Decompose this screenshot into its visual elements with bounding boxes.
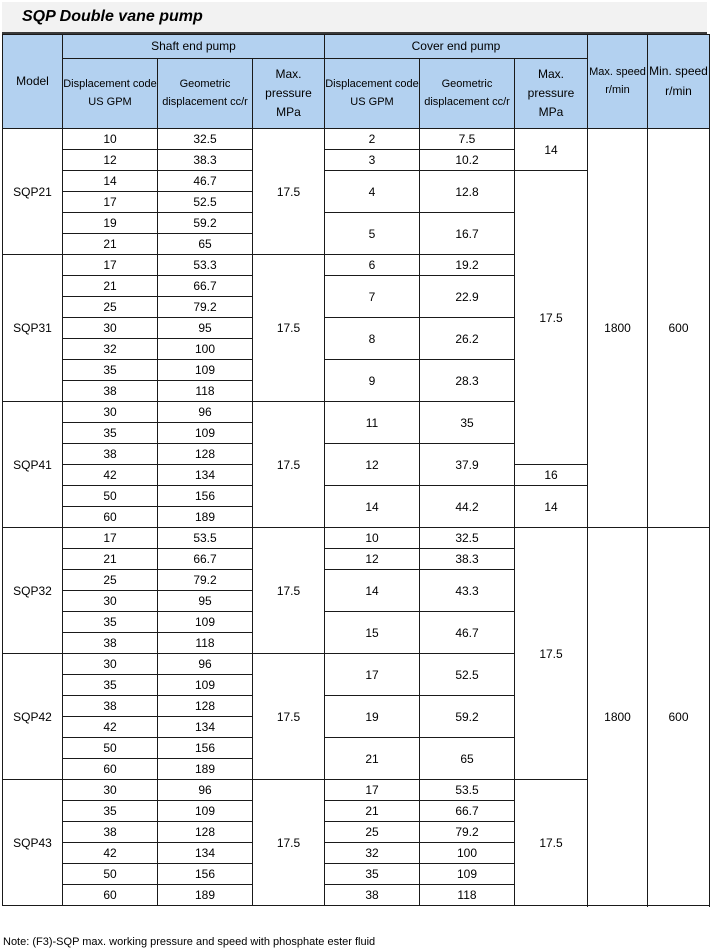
cover-pressure: 16 xyxy=(515,465,588,486)
shaft-disp: 96 xyxy=(158,780,253,801)
shaft-code: 25 xyxy=(63,297,158,318)
table-row xyxy=(3,528,710,549)
cover-disp: 59.2 xyxy=(420,696,515,738)
table-row xyxy=(3,129,710,150)
shaft-disp: 53.3 xyxy=(158,255,253,276)
shaft-code: 38 xyxy=(63,381,158,402)
header-max-speed: Max. speed r/min xyxy=(588,35,648,129)
shaft-code: 25 xyxy=(63,570,158,591)
model-sqp42: SQP42 xyxy=(3,654,63,780)
header-cover-group: Cover end pump xyxy=(325,35,588,59)
shaft-disp: 134 xyxy=(158,843,253,864)
header-cover-pressure: Max. pressure MPa xyxy=(515,59,588,129)
min-speed: 600 xyxy=(648,129,710,528)
cover-code: 4 xyxy=(325,171,420,213)
cover-code: 7 xyxy=(325,276,420,318)
shaft-code: 14 xyxy=(63,171,158,192)
cover-code: 17 xyxy=(325,780,420,801)
shaft-disp: 134 xyxy=(158,465,253,486)
cover-disp: 46.7 xyxy=(420,612,515,654)
shaft-disp: 156 xyxy=(158,864,253,885)
shaft-disp: 109 xyxy=(158,423,253,444)
shaft-code: 17 xyxy=(63,528,158,549)
shaft-pressure: 17.5 xyxy=(253,129,325,255)
shaft-disp: 189 xyxy=(158,885,253,906)
shaft-disp: 128 xyxy=(158,696,253,717)
cover-code: 21 xyxy=(325,738,420,780)
header-model: Model xyxy=(3,35,63,129)
shaft-disp: 79.2 xyxy=(158,297,253,318)
shaft-code: 50 xyxy=(63,486,158,507)
cover-disp: 66.7 xyxy=(420,801,515,822)
cover-code: 11 xyxy=(325,402,420,444)
cover-code: 6 xyxy=(325,255,420,276)
cover-pressure: 17.5 xyxy=(515,780,588,906)
shaft-disp: 53.5 xyxy=(158,528,253,549)
cover-disp: 16.7 xyxy=(420,213,515,255)
cover-code: 5 xyxy=(325,213,420,255)
cover-code: 2 xyxy=(325,129,420,150)
shaft-disp: 95 xyxy=(158,591,253,612)
model-sqp43: SQP43 xyxy=(3,780,63,906)
shaft-code: 42 xyxy=(63,465,158,486)
shaft-disp: 38.3 xyxy=(158,150,253,171)
model-sqp41: SQP41 xyxy=(3,402,63,528)
shaft-code: 21 xyxy=(63,549,158,570)
shaft-pressure: 17.5 xyxy=(253,780,325,906)
shaft-disp: 189 xyxy=(158,507,253,528)
cover-disp: 44.2 xyxy=(420,486,515,528)
shaft-code: 42 xyxy=(63,717,158,738)
shaft-code: 42 xyxy=(63,843,158,864)
shaft-code: 21 xyxy=(63,276,158,297)
cover-disp: 37.9 xyxy=(420,444,515,486)
shaft-code: 60 xyxy=(63,885,158,906)
title-bar xyxy=(2,2,707,34)
cover-code: 14 xyxy=(325,486,420,528)
shaft-disp: 79.2 xyxy=(158,570,253,591)
shaft-code: 35 xyxy=(63,675,158,696)
cover-code: 17 xyxy=(325,654,420,696)
shaft-disp: 100 xyxy=(158,339,253,360)
shaft-pressure: 17.5 xyxy=(253,528,325,654)
page-title: SQP Double vane pump xyxy=(22,8,203,25)
shaft-disp: 118 xyxy=(158,633,253,654)
shaft-disp: 32.5 xyxy=(158,129,253,150)
shaft-pressure: 17.5 xyxy=(253,402,325,528)
shaft-code: 38 xyxy=(63,822,158,843)
shaft-disp: 46.7 xyxy=(158,171,253,192)
header-shaft-disp: Geometric displacement cc/r xyxy=(158,59,253,129)
header-cover-code: Displacement code US GPM xyxy=(325,59,420,129)
max-speed: 1800 xyxy=(588,528,648,906)
model-sqp31: SQP31 xyxy=(3,255,63,402)
cover-code: 8 xyxy=(325,318,420,360)
shaft-disp: 156 xyxy=(158,486,253,507)
cover-code: 14 xyxy=(325,570,420,612)
cover-disp: 118 xyxy=(420,885,515,906)
cover-disp: 12.8 xyxy=(420,171,515,213)
shaft-disp: 95 xyxy=(158,318,253,339)
cover-disp: 52.5 xyxy=(420,654,515,696)
shaft-code: 21 xyxy=(63,234,158,255)
shaft-code: 35 xyxy=(63,423,158,444)
shaft-disp: 128 xyxy=(158,822,253,843)
shaft-disp: 109 xyxy=(158,801,253,822)
cover-disp: 19.2 xyxy=(420,255,515,276)
shaft-disp: 96 xyxy=(158,654,253,675)
min-speed: 600 xyxy=(648,528,710,906)
cover-code: 25 xyxy=(325,822,420,843)
cover-code: 15 xyxy=(325,612,420,654)
shaft-disp: 66.7 xyxy=(158,276,253,297)
cover-disp: 53.5 xyxy=(420,780,515,801)
cover-disp: 32.5 xyxy=(420,528,515,549)
shaft-disp: 118 xyxy=(158,381,253,402)
cover-code: 10 xyxy=(325,528,420,549)
shaft-code: 35 xyxy=(63,612,158,633)
shaft-disp: 156 xyxy=(158,738,253,759)
shaft-disp: 109 xyxy=(158,360,253,381)
cover-pressure: 14 xyxy=(515,486,588,528)
shaft-code: 32 xyxy=(63,339,158,360)
cover-code: 21 xyxy=(325,801,420,822)
cover-code: 9 xyxy=(325,360,420,402)
cover-disp: 100 xyxy=(420,843,515,864)
cover-disp: 35 xyxy=(420,402,515,444)
shaft-code: 19 xyxy=(63,213,158,234)
header-min-speed: Min. speed r/min xyxy=(648,35,710,129)
shaft-code: 38 xyxy=(63,633,158,654)
cover-code: 12 xyxy=(325,444,420,486)
shaft-code: 35 xyxy=(63,360,158,381)
cover-code: 35 xyxy=(325,864,420,885)
cover-disp: 28.3 xyxy=(420,360,515,402)
model-sqp21: SQP21 xyxy=(3,129,63,255)
table-body xyxy=(3,129,710,906)
shaft-code: 50 xyxy=(63,864,158,885)
shaft-disp: 52.5 xyxy=(158,192,253,213)
shaft-code: 30 xyxy=(63,318,158,339)
model-sqp32: SQP32 xyxy=(3,528,63,654)
cover-disp: 38.3 xyxy=(420,549,515,570)
shaft-code: 50 xyxy=(63,738,158,759)
cover-pressure: 14 xyxy=(515,129,588,171)
shaft-disp: 109 xyxy=(158,612,253,633)
cover-code: 32 xyxy=(325,843,420,864)
shaft-disp: 59.2 xyxy=(158,213,253,234)
shaft-code: 30 xyxy=(63,780,158,801)
cover-code: 38 xyxy=(325,885,420,906)
cover-pressure: 17.5 xyxy=(515,171,588,465)
shaft-code: 10 xyxy=(63,129,158,150)
cover-disp: 65 xyxy=(420,738,515,780)
cover-code: 12 xyxy=(325,549,420,570)
header-cover-disp: Geometric displacement cc/r xyxy=(420,59,515,129)
header-shaft-pressure: Max. pressure MPa xyxy=(253,59,325,129)
max-speed: 1800 xyxy=(588,129,648,528)
shaft-disp: 128 xyxy=(158,444,253,465)
cover-code: 3 xyxy=(325,150,420,171)
shaft-code: 12 xyxy=(63,150,158,171)
cover-disp: 7.5 xyxy=(420,129,515,150)
cover-disp: 26.2 xyxy=(420,318,515,360)
shaft-disp: 189 xyxy=(158,759,253,780)
shaft-code: 60 xyxy=(63,507,158,528)
shaft-disp: 134 xyxy=(158,717,253,738)
shaft-disp: 109 xyxy=(158,675,253,696)
cover-code: 19 xyxy=(325,696,420,738)
shaft-code: 35 xyxy=(63,801,158,822)
shaft-code: 17 xyxy=(63,192,158,213)
spec-table xyxy=(2,34,710,906)
shaft-code: 30 xyxy=(63,591,158,612)
shaft-code: 38 xyxy=(63,696,158,717)
cover-disp: 79.2 xyxy=(420,822,515,843)
shaft-code: 60 xyxy=(63,759,158,780)
shaft-pressure: 17.5 xyxy=(253,654,325,780)
footnote: Note: (F3)-SQP max. working pressure and speed with phosphate ester fluid xyxy=(3,936,376,948)
shaft-code: 30 xyxy=(63,654,158,675)
cover-disp: 10.2 xyxy=(420,150,515,171)
shaft-code: 38 xyxy=(63,444,158,465)
shaft-disp: 96 xyxy=(158,402,253,423)
cover-disp: 109 xyxy=(420,864,515,885)
header-shaft-code: Displacement code US GPM xyxy=(63,59,158,129)
shaft-disp: 65 xyxy=(158,234,253,255)
shaft-pressure: 17.5 xyxy=(253,255,325,402)
header-shaft-group: Shaft end pump xyxy=(63,35,325,59)
shaft-disp: 66.7 xyxy=(158,549,253,570)
cover-disp: 43.3 xyxy=(420,570,515,612)
cover-pressure: 17.5 xyxy=(515,528,588,780)
shaft-code: 17 xyxy=(63,255,158,276)
shaft-code: 30 xyxy=(63,402,158,423)
cover-disp: 22.9 xyxy=(420,276,515,318)
